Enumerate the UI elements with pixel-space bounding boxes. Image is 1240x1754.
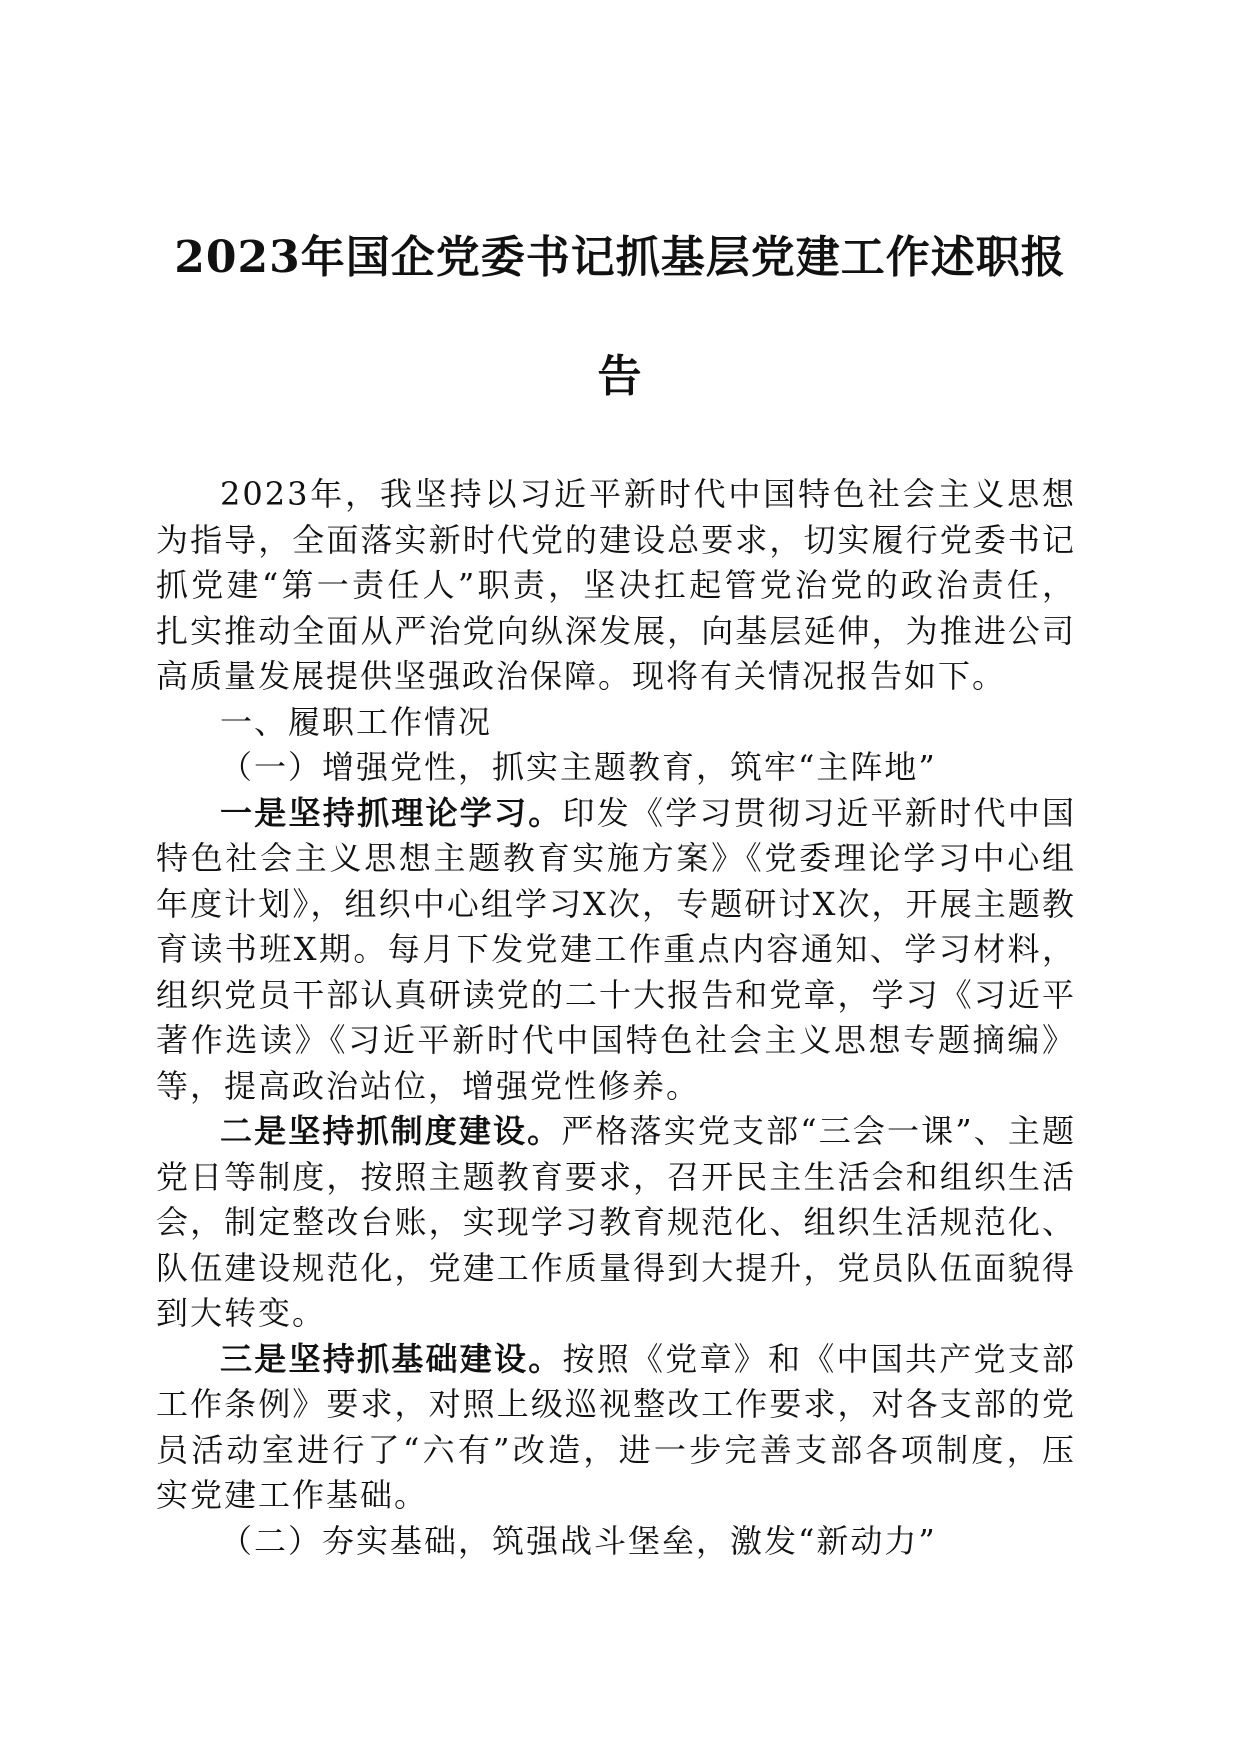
subsection-heading-1: （一）增强党性，抓实主题教育，筑牢“主阵地” (220, 748, 937, 786)
item-paragraph-1 (156, 791, 1076, 1110)
item-lead-3: 三是坚持抓基础建设。 (220, 1339, 563, 1378)
item-text-1: 印发《学习贯彻习近平新时代中国特色社会主义思想主题教育实施方案》《党委理论学习中心组年度计划》，组织中心组学习X次，专题研讨X次，开展主题教育读书班X期。每月下发党建工作重点内容通知、学习材料，组织党员干部认真研读党的二十大报告和党章，学习《习近平著作选读》《习近平新时代中国特色社会主义思想专题摘编》等，提高政治站位，增强党性修养。 (156, 793, 1076, 1105)
item-text-3: 按照《党章》和《中国共产党支部工作条例》要求，对照上级巡视整改工作要求，对各支部的党员活动室进行了“六有”改造，进一步完善支部各项制度，压实党建工作基础。 (156, 1339, 1076, 1514)
item-paragraph-3 (156, 1337, 1076, 1519)
item-paragraph-2 (156, 1109, 1076, 1337)
document-body (156, 472, 1076, 1564)
document-title-line-2: 告 (597, 351, 643, 402)
item-lead-1: 一是坚持抓理论学习。 (220, 793, 563, 832)
document-title-line-1: 2023年国企党委书记抓基层党建工作述职报 (174, 232, 1066, 283)
section-heading-1: 一、履职工作情况 (220, 702, 493, 741)
item-lead-2: 二是坚持抓制度建设。 (220, 1112, 562, 1150)
subsection-heading-2: （二）夯实基础，筑强战斗堡垒，激发“新动力” (220, 1521, 937, 1560)
item-text-2: 严格落实党支部“三会一课”、主题党日等制度，按照主题教育要求，召开民主生活会和组织生活会，制定整改台账，实现学习教育规范化、组织生活规范化、队伍建设规范化，党建工作质量得到大提升，党员队伍面貌得到大转变。 (156, 1112, 1076, 1332)
intro-paragraph: 2023年，我坚持以习近平新时代中国特色社会主义思想为指导，全面落实新时代党的建设总要求，切实履行党委书记抓党建“第一责任人”职责，坚决扛起管党治党的政治责任，扎实推动全面从严治党向纵深发展，向基层延伸，为推进公司高质量发展提供坚强政治保障。现将有关情况报告如下。 (156, 475, 1076, 695)
